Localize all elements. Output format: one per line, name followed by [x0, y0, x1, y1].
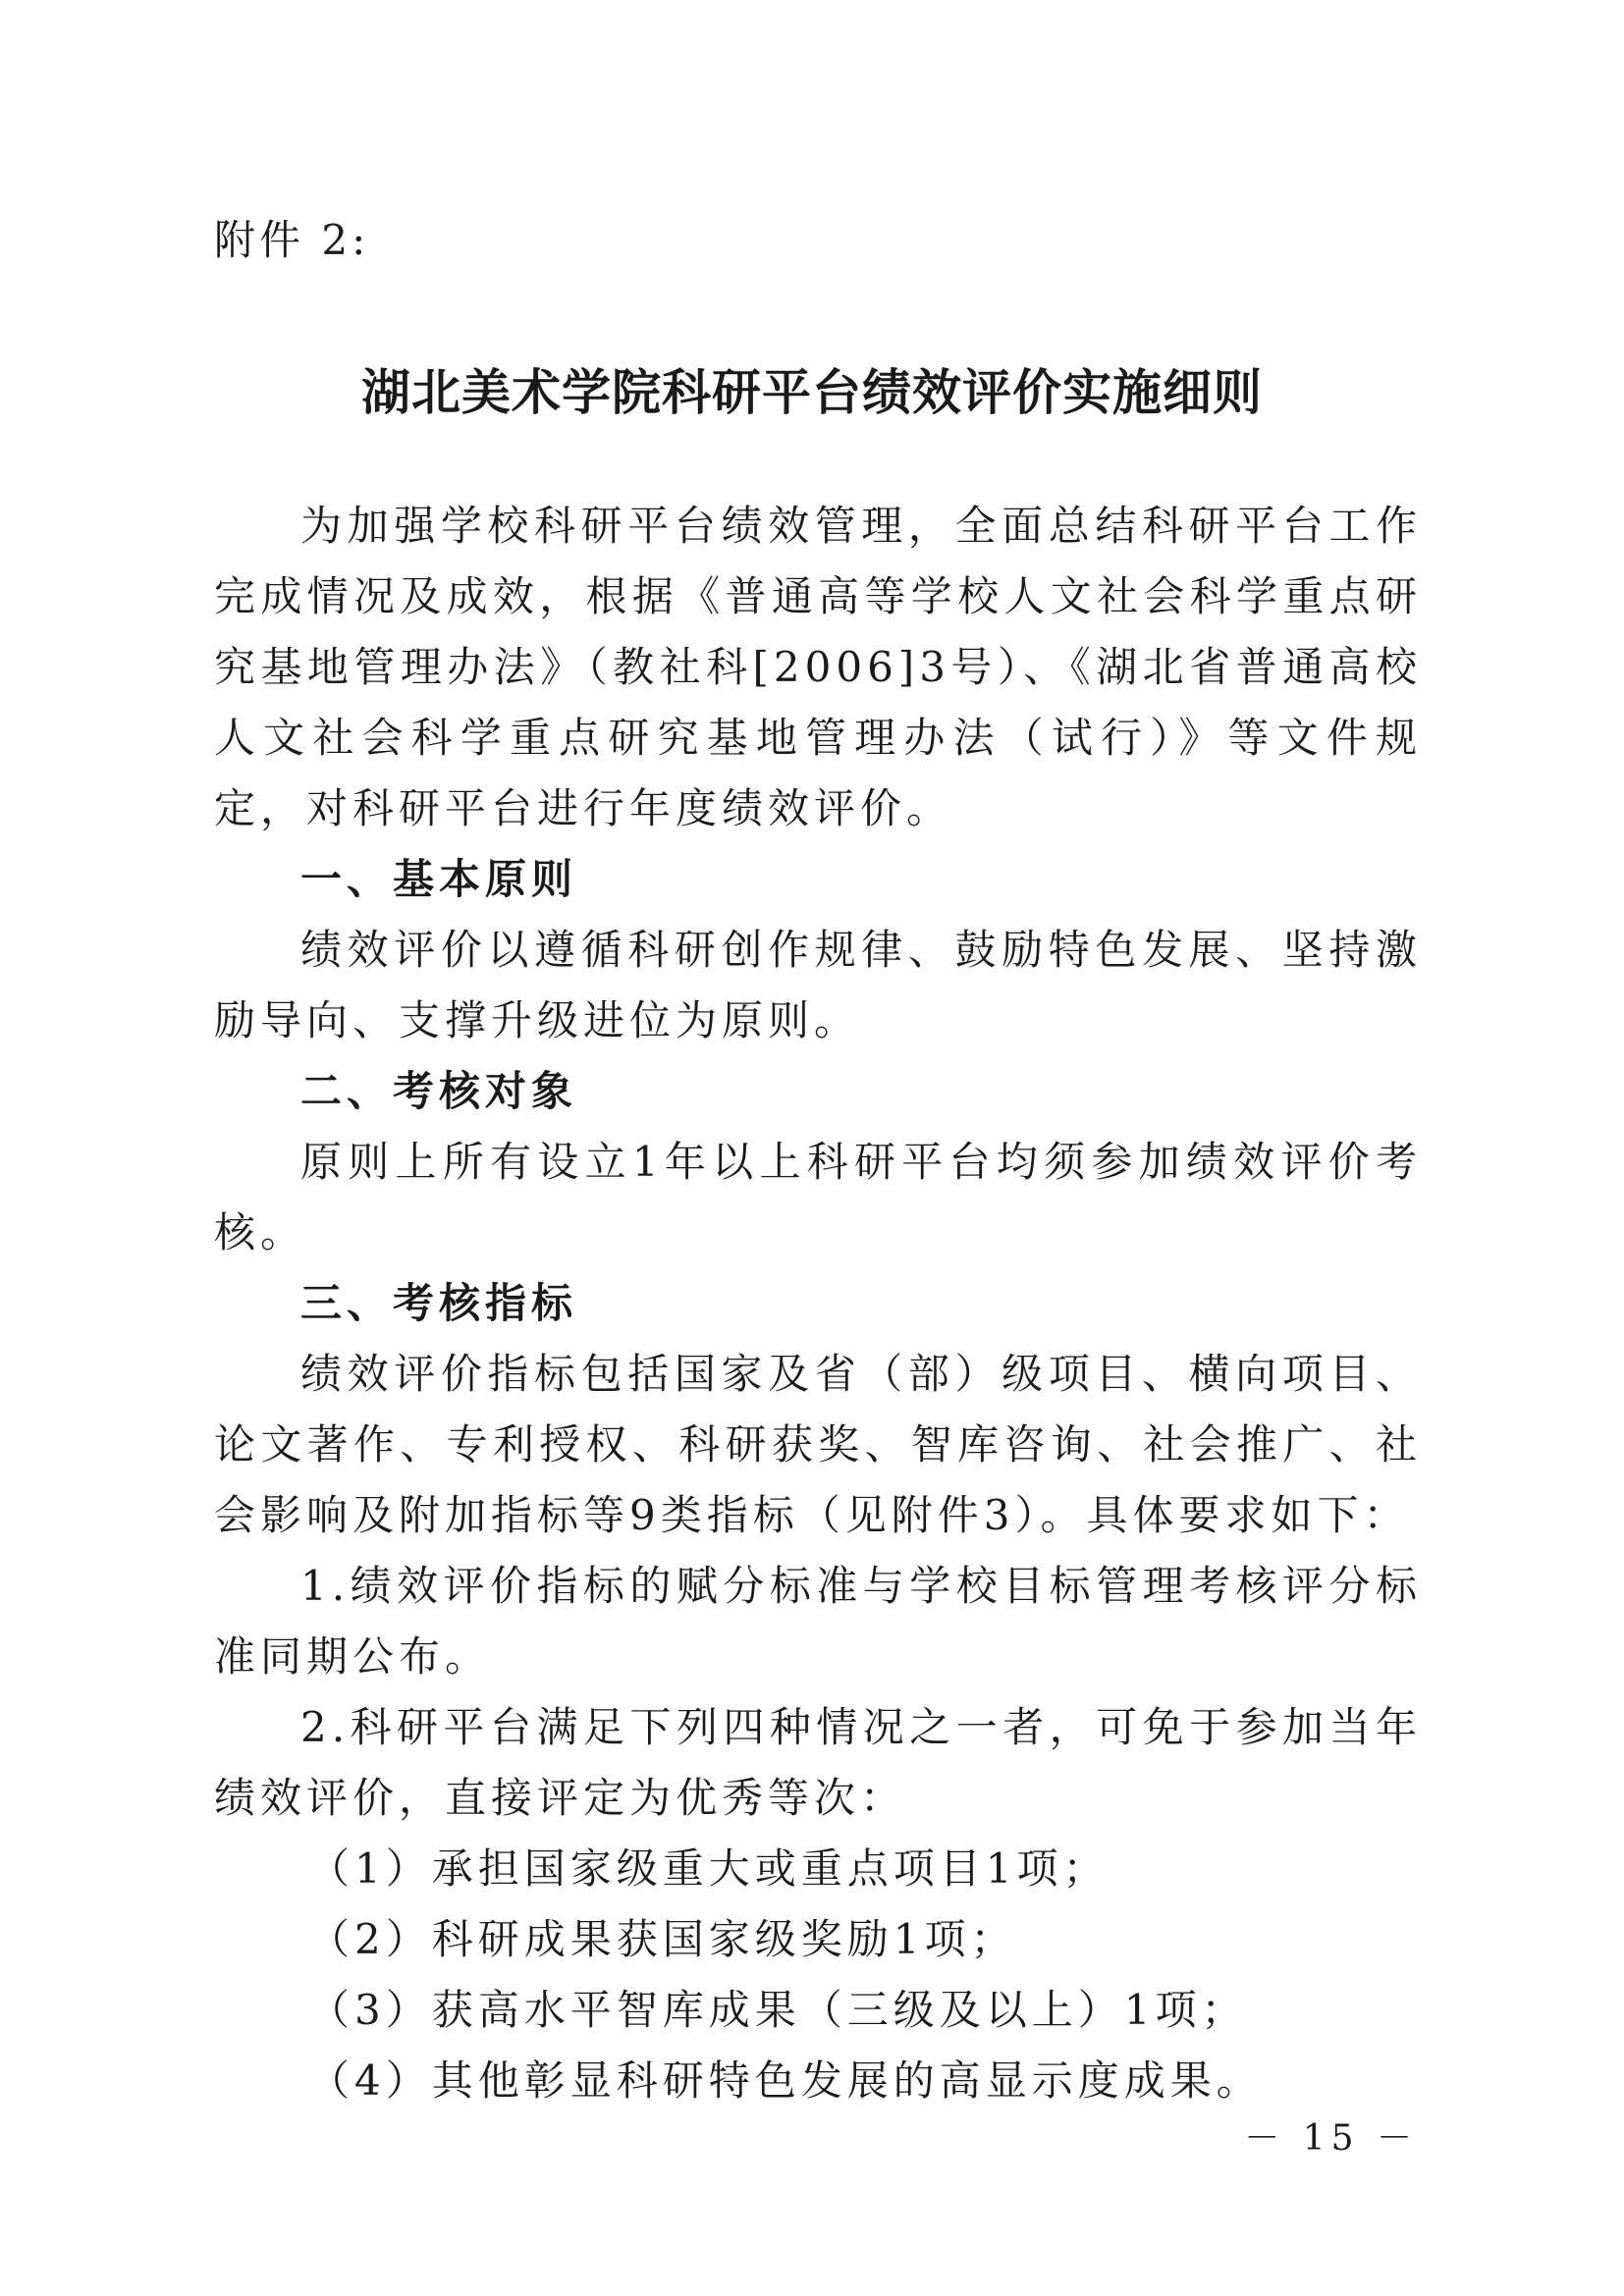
list-item: （1）承担国家级重大或重点项目1项； — [308, 1844, 1110, 1893]
principles-paragraph: 绩效评价以遵循科研创作规律、鼓励特色发展、坚持激励导向、支撑升级进位为原则。 — [214, 926, 1422, 1044]
indicators-paragraph: 绩效评价指标包括国家及省（部）级项目、横向项目、论文著作、专利授权、科研获奖、智库咨询、社会推广、社会影响及附加指标等9类指标（见附件3）。具体要求如下： — [214, 1350, 1422, 1539]
section-heading-principles: 一、基本原则 — [300, 855, 578, 903]
list-item: （3）获高水平智库成果（三级及以上）1项； — [308, 1986, 1248, 2034]
page-number: － 15 － — [1244, 2118, 1418, 2159]
list-item: （2）科研成果获国家级奖励1项； — [308, 1915, 1017, 1963]
document-body — [214, 491, 1422, 2116]
intro-paragraph: 为加强学校科研平台绩效管理，全面总结科研平台工作完成情况及成效，根据《普通高等学校人文社会科学重点研究基地管理办法》（教社科[2006]3号）、《湖北省普通高校人文社会科学重点研究基地管理办法（试行）》等文件规定，对科研平台进行年度绩效评价。 — [214, 502, 1422, 832]
attachment-label: 附件 2: — [214, 216, 370, 264]
subjects-paragraph: 原则上所有设立1年以上科研平台均须参加绩效评价考核。 — [214, 1138, 1422, 1256]
section-heading-subjects: 二、考核对象 — [300, 1067, 578, 1115]
section-heading-indicators: 三、考核指标 — [300, 1279, 578, 1327]
document-title: 湖北美术学院科研平台绩效评价实施细则 — [361, 363, 1263, 421]
requirement-1-paragraph: 1.绩效评价指标的赋分标准与学校目标管理考核评分标准同期公布。 — [214, 1562, 1422, 1681]
requirement-2-paragraph: 2.科研平台满足下列四种情况之一者，可免于参加当年绩效评价，直接评定为优秀等次： — [214, 1703, 1422, 1822]
list-item: （4）其他彰显科研特色发展的高显示度成果。 — [308, 2056, 1263, 2105]
